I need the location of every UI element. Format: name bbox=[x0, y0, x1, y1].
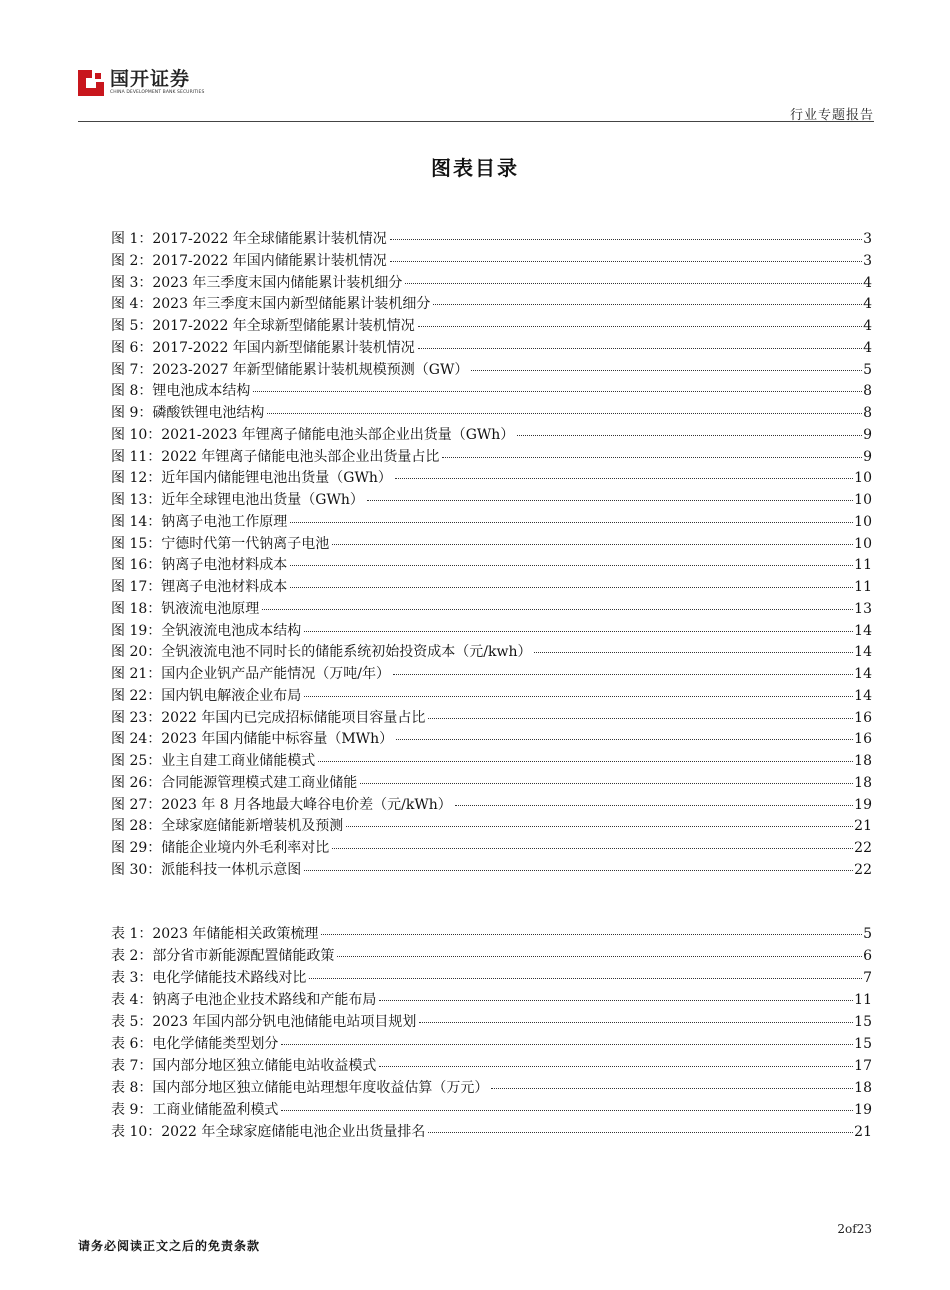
figure-entry-label: 图 23：2022 年国内已完成招标储能项目容量占比 bbox=[111, 709, 426, 726]
dot-leader bbox=[360, 783, 853, 784]
table-entry-page: 21 bbox=[854, 1124, 872, 1140]
figure-entry-label: 图 2：2017-2022 年国内储能累计装机情况 bbox=[111, 252, 387, 269]
figure-entry[interactable] bbox=[111, 273, 872, 295]
dot-leader bbox=[396, 739, 853, 740]
dot-leader bbox=[418, 348, 862, 349]
dot-leader bbox=[290, 522, 853, 523]
dot-leader bbox=[419, 1022, 853, 1023]
header-divider bbox=[78, 121, 874, 122]
figure-entry[interactable] bbox=[111, 860, 872, 882]
logo-name: 国开证券 bbox=[110, 68, 191, 90]
figure-entry-label: 图 24：2023 年国内储能中标容量（MWh） bbox=[111, 731, 394, 748]
figure-entry-label: 图 5：2017-2022 年全球新型储能累计装机情况 bbox=[111, 318, 415, 334]
dot-leader bbox=[491, 1088, 853, 1089]
dot-leader bbox=[332, 544, 853, 545]
table-entry[interactable] bbox=[111, 1033, 872, 1055]
figure-entry[interactable] bbox=[111, 468, 872, 490]
figure-entry[interactable] bbox=[111, 577, 872, 599]
figure-entry-page: 8 bbox=[863, 383, 872, 400]
figure-entry[interactable] bbox=[111, 294, 872, 316]
dot-leader bbox=[418, 326, 862, 327]
figure-entry-page: 11 bbox=[854, 579, 872, 595]
figure-entry-page: 10 bbox=[854, 492, 872, 508]
figure-entry[interactable] bbox=[111, 425, 872, 447]
figure-entry[interactable] bbox=[111, 490, 872, 512]
figure-entry[interactable] bbox=[111, 838, 872, 860]
table-entry[interactable] bbox=[111, 1121, 872, 1143]
table-entry[interactable] bbox=[111, 923, 872, 945]
table-entry-page: 11 bbox=[854, 992, 872, 1008]
figure-entry[interactable] bbox=[111, 447, 872, 469]
figure-entry-label: 图 20：全钒液流电池不同时长的储能系统初始投资成本（元/kwh） bbox=[111, 644, 532, 661]
dot-leader bbox=[379, 1000, 853, 1001]
figure-entry-label: 图 27：2023 年 8 月各地最大峰谷电价差（元/kWh） bbox=[111, 796, 452, 813]
figure-entry-page: 9 bbox=[863, 448, 872, 465]
table-entry[interactable] bbox=[111, 1099, 872, 1121]
table-entry-page: 15 bbox=[854, 1036, 872, 1052]
figure-entry[interactable] bbox=[111, 229, 872, 251]
table-entry[interactable] bbox=[111, 1011, 872, 1033]
table-entry-label: 表 8：国内部分地区独立储能电站理想年度收益估算（万元） bbox=[111, 1080, 489, 1096]
table-entry[interactable] bbox=[111, 989, 872, 1011]
figure-entry-page: 16 bbox=[854, 731, 872, 748]
figure-entry[interactable] bbox=[111, 534, 872, 556]
figure-entry-label: 图 9：磷酸铁锂电池结构 bbox=[111, 405, 265, 421]
dot-leader bbox=[390, 261, 862, 262]
table-entry-label: 表 9：工商业储能盈利模式 bbox=[111, 1102, 279, 1118]
figure-entry-page: 8 bbox=[863, 405, 872, 421]
figure-entry-label: 图 26：合同能源管理模式建工商业储能 bbox=[111, 774, 358, 791]
dot-leader bbox=[309, 978, 862, 979]
table-entry-label: 表 3：电化学储能技术路线对比 bbox=[111, 970, 307, 986]
figure-entry[interactable] bbox=[111, 664, 872, 686]
table-entry-page: 15 bbox=[854, 1014, 872, 1030]
dot-leader bbox=[405, 283, 862, 284]
company-logo bbox=[78, 68, 204, 96]
dot-leader bbox=[433, 304, 862, 305]
page-header bbox=[78, 68, 874, 122]
figure-entry-page: 14 bbox=[854, 666, 872, 682]
table-entry-label: 表 5：2023 年国内部分钒电池储能电站项目规划 bbox=[111, 1014, 417, 1030]
figure-entry-page: 19 bbox=[854, 796, 872, 813]
figure-entry[interactable] bbox=[111, 251, 872, 273]
figure-entry-page: 4 bbox=[863, 274, 872, 291]
table-entry-label: 表 10：2022 年全球家庭储能电池企业出货量排名 bbox=[111, 1124, 426, 1140]
figure-entry-page: 18 bbox=[854, 753, 872, 769]
figure-entry[interactable] bbox=[111, 403, 872, 425]
table-entry-page: 7 bbox=[863, 970, 872, 986]
figure-entry-page: 21 bbox=[854, 818, 872, 835]
figure-entry-label: 图 21：国内企业钒产品产能情况（万吨/年） bbox=[111, 666, 390, 682]
figure-entry-label: 图 6：2017-2022 年国内新型储能累计装机情况 bbox=[111, 339, 415, 356]
figure-entry-page: 16 bbox=[854, 709, 872, 726]
figure-entry-label: 图 18：钒液流电池原理 bbox=[111, 600, 260, 617]
figure-entry-page: 3 bbox=[863, 252, 872, 269]
dot-leader bbox=[455, 805, 853, 806]
dot-leader bbox=[267, 413, 862, 414]
figure-list bbox=[111, 229, 872, 882]
dot-leader bbox=[332, 848, 853, 849]
disclaimer: 请务必阅读正文之后的免责条款 bbox=[78, 1239, 261, 1253]
figure-entry-label: 图 25：业主自建工商业储能模式 bbox=[111, 753, 316, 769]
figure-entry-page: 22 bbox=[854, 861, 872, 878]
dot-leader bbox=[390, 239, 862, 240]
dot-leader bbox=[304, 870, 853, 871]
table-entry[interactable] bbox=[111, 967, 872, 989]
figure-entry[interactable] bbox=[111, 751, 872, 773]
figure-entry-label: 图 3：2023 年三季度末国内储能累计装机细分 bbox=[111, 274, 403, 291]
figure-entry[interactable] bbox=[111, 555, 872, 577]
dot-leader bbox=[379, 1066, 853, 1067]
figure-entry-page: 11 bbox=[854, 557, 872, 574]
table-entry-label: 表 4：钠离子电池企业技术路线和产能布局 bbox=[111, 992, 377, 1008]
dot-leader bbox=[304, 631, 853, 632]
figure-entry-page: 5 bbox=[863, 361, 872, 378]
figure-entry-label: 图 22：国内钒电解液企业布局 bbox=[111, 687, 302, 704]
figure-entry-page: 14 bbox=[854, 622, 872, 639]
dot-leader bbox=[471, 370, 862, 371]
figure-entry-label: 图 11：2022 年锂离子储能电池头部企业出货量占比 bbox=[111, 448, 440, 465]
dot-leader bbox=[367, 500, 853, 501]
figure-entry[interactable] bbox=[111, 773, 872, 795]
table-entry[interactable] bbox=[111, 1055, 872, 1077]
dot-leader bbox=[318, 761, 853, 762]
dot-leader bbox=[321, 934, 862, 935]
dot-leader bbox=[393, 674, 853, 675]
figure-entry-page: 18 bbox=[854, 774, 872, 791]
figure-entry-label: 图 4：2023 年三季度末国内新型储能累计装机细分 bbox=[111, 296, 431, 313]
figure-entry-page: 13 bbox=[854, 600, 872, 617]
figure-entry-page: 14 bbox=[854, 687, 872, 704]
table-entry[interactable] bbox=[111, 1077, 872, 1099]
dot-leader bbox=[281, 1110, 853, 1111]
table-entry-label: 表 1：2023 年储能相关政策梳理 bbox=[111, 926, 319, 942]
figure-entry-page: 10 bbox=[854, 470, 872, 487]
table-entry-page: 5 bbox=[863, 926, 872, 942]
dot-leader bbox=[428, 718, 853, 719]
figure-entry-label: 图 13：近年全球锂电池出货量（GWh） bbox=[111, 492, 364, 508]
dot-leader bbox=[262, 609, 853, 610]
figure-entry-label: 图 15：宁德时代第一代钠离子电池 bbox=[111, 535, 330, 552]
dot-leader bbox=[290, 587, 853, 588]
figure-entry-label: 图 1：2017-2022 年全球储能累计装机情况 bbox=[111, 231, 387, 247]
figure-entry[interactable] bbox=[111, 512, 872, 534]
figure-entry-label: 图 30：派能科技一体机示意图 bbox=[111, 861, 302, 878]
figure-entry[interactable] bbox=[111, 599, 872, 621]
dot-leader bbox=[304, 696, 853, 697]
logo-english-name: CHINA DEVELOPMENT BANK SECURITIES bbox=[110, 90, 205, 95]
figure-entry-label: 图 19：全钒液流电池成本结构 bbox=[111, 622, 302, 639]
dot-leader bbox=[395, 478, 853, 479]
figure-entry-label: 图 14：钠离子电池工作原理 bbox=[111, 513, 288, 530]
figure-entry-label: 图 16：钠离子电池材料成本 bbox=[111, 557, 288, 574]
figure-entry[interactable] bbox=[111, 316, 872, 338]
figure-entry-page: 22 bbox=[854, 840, 872, 856]
figure-entry[interactable] bbox=[111, 338, 872, 360]
dot-leader bbox=[442, 457, 862, 458]
figure-entry[interactable] bbox=[111, 642, 872, 664]
figure-entry-page: 4 bbox=[863, 318, 872, 334]
figure-entry-label: 图 7：2023-2027 年新型储能累计装机规模预测（GW） bbox=[111, 361, 469, 378]
figure-entry-label: 图 10：2021-2023 年锂离子储能电池头部企业出货量（GWh） bbox=[111, 426, 515, 443]
figure-entry[interactable] bbox=[111, 621, 872, 643]
figure-entry-page: 10 bbox=[854, 513, 872, 530]
dot-leader bbox=[253, 391, 862, 392]
dot-leader bbox=[534, 652, 853, 653]
dot-leader bbox=[517, 435, 862, 436]
logo-mark-icon bbox=[78, 70, 104, 96]
table-entry-page: 6 bbox=[863, 948, 872, 964]
figure-entry-page: 4 bbox=[863, 339, 872, 356]
toc-title: 图表目录 bbox=[431, 156, 519, 180]
table-entry-page: 19 bbox=[854, 1102, 872, 1118]
figure-entry-page: 4 bbox=[863, 296, 872, 313]
dot-leader bbox=[346, 826, 853, 827]
figure-entry[interactable] bbox=[111, 795, 872, 817]
table-entry-label: 表 7：国内部分地区独立储能电站收益模式 bbox=[111, 1058, 377, 1074]
figure-entry-label: 图 17：锂离子电池材料成本 bbox=[111, 579, 288, 595]
table-list bbox=[111, 923, 872, 1143]
table-entry-label: 表 6：电化学储能类型划分 bbox=[111, 1036, 279, 1052]
figure-entry-label: 图 8：锂电池成本结构 bbox=[111, 383, 251, 400]
figure-entry-label: 图 29：储能企业境内外毛利率对比 bbox=[111, 840, 330, 856]
figure-entry-page: 14 bbox=[854, 644, 872, 661]
dot-leader bbox=[281, 1044, 853, 1045]
figure-entry-page: 3 bbox=[863, 231, 872, 247]
report-type-label: 行业专题报告 bbox=[789, 108, 874, 123]
figure-entry[interactable] bbox=[111, 729, 872, 751]
figure-entry-page: 10 bbox=[854, 535, 872, 552]
figure-entry[interactable] bbox=[111, 360, 872, 382]
dot-leader bbox=[337, 956, 862, 957]
figure-entry[interactable] bbox=[111, 708, 872, 730]
page-number: 2of23 bbox=[837, 1222, 872, 1236]
figure-entry[interactable] bbox=[111, 686, 872, 708]
figure-entry[interactable] bbox=[111, 816, 872, 838]
dot-leader bbox=[290, 565, 853, 566]
figure-entry-label: 图 12：近年国内储能锂电池出货量（GWh） bbox=[111, 470, 392, 487]
table-entry[interactable] bbox=[111, 945, 872, 967]
table-entry-page: 18 bbox=[854, 1080, 872, 1096]
table-entry-page: 17 bbox=[854, 1058, 872, 1074]
figure-entry-label: 图 28：全球家庭储能新增装机及预测 bbox=[111, 818, 344, 835]
dot-leader bbox=[428, 1132, 853, 1133]
figure-entry[interactable] bbox=[111, 381, 872, 403]
figure-entry-page: 9 bbox=[863, 426, 872, 443]
table-entry-label: 表 2：部分省市新能源配置储能政策 bbox=[111, 948, 335, 964]
